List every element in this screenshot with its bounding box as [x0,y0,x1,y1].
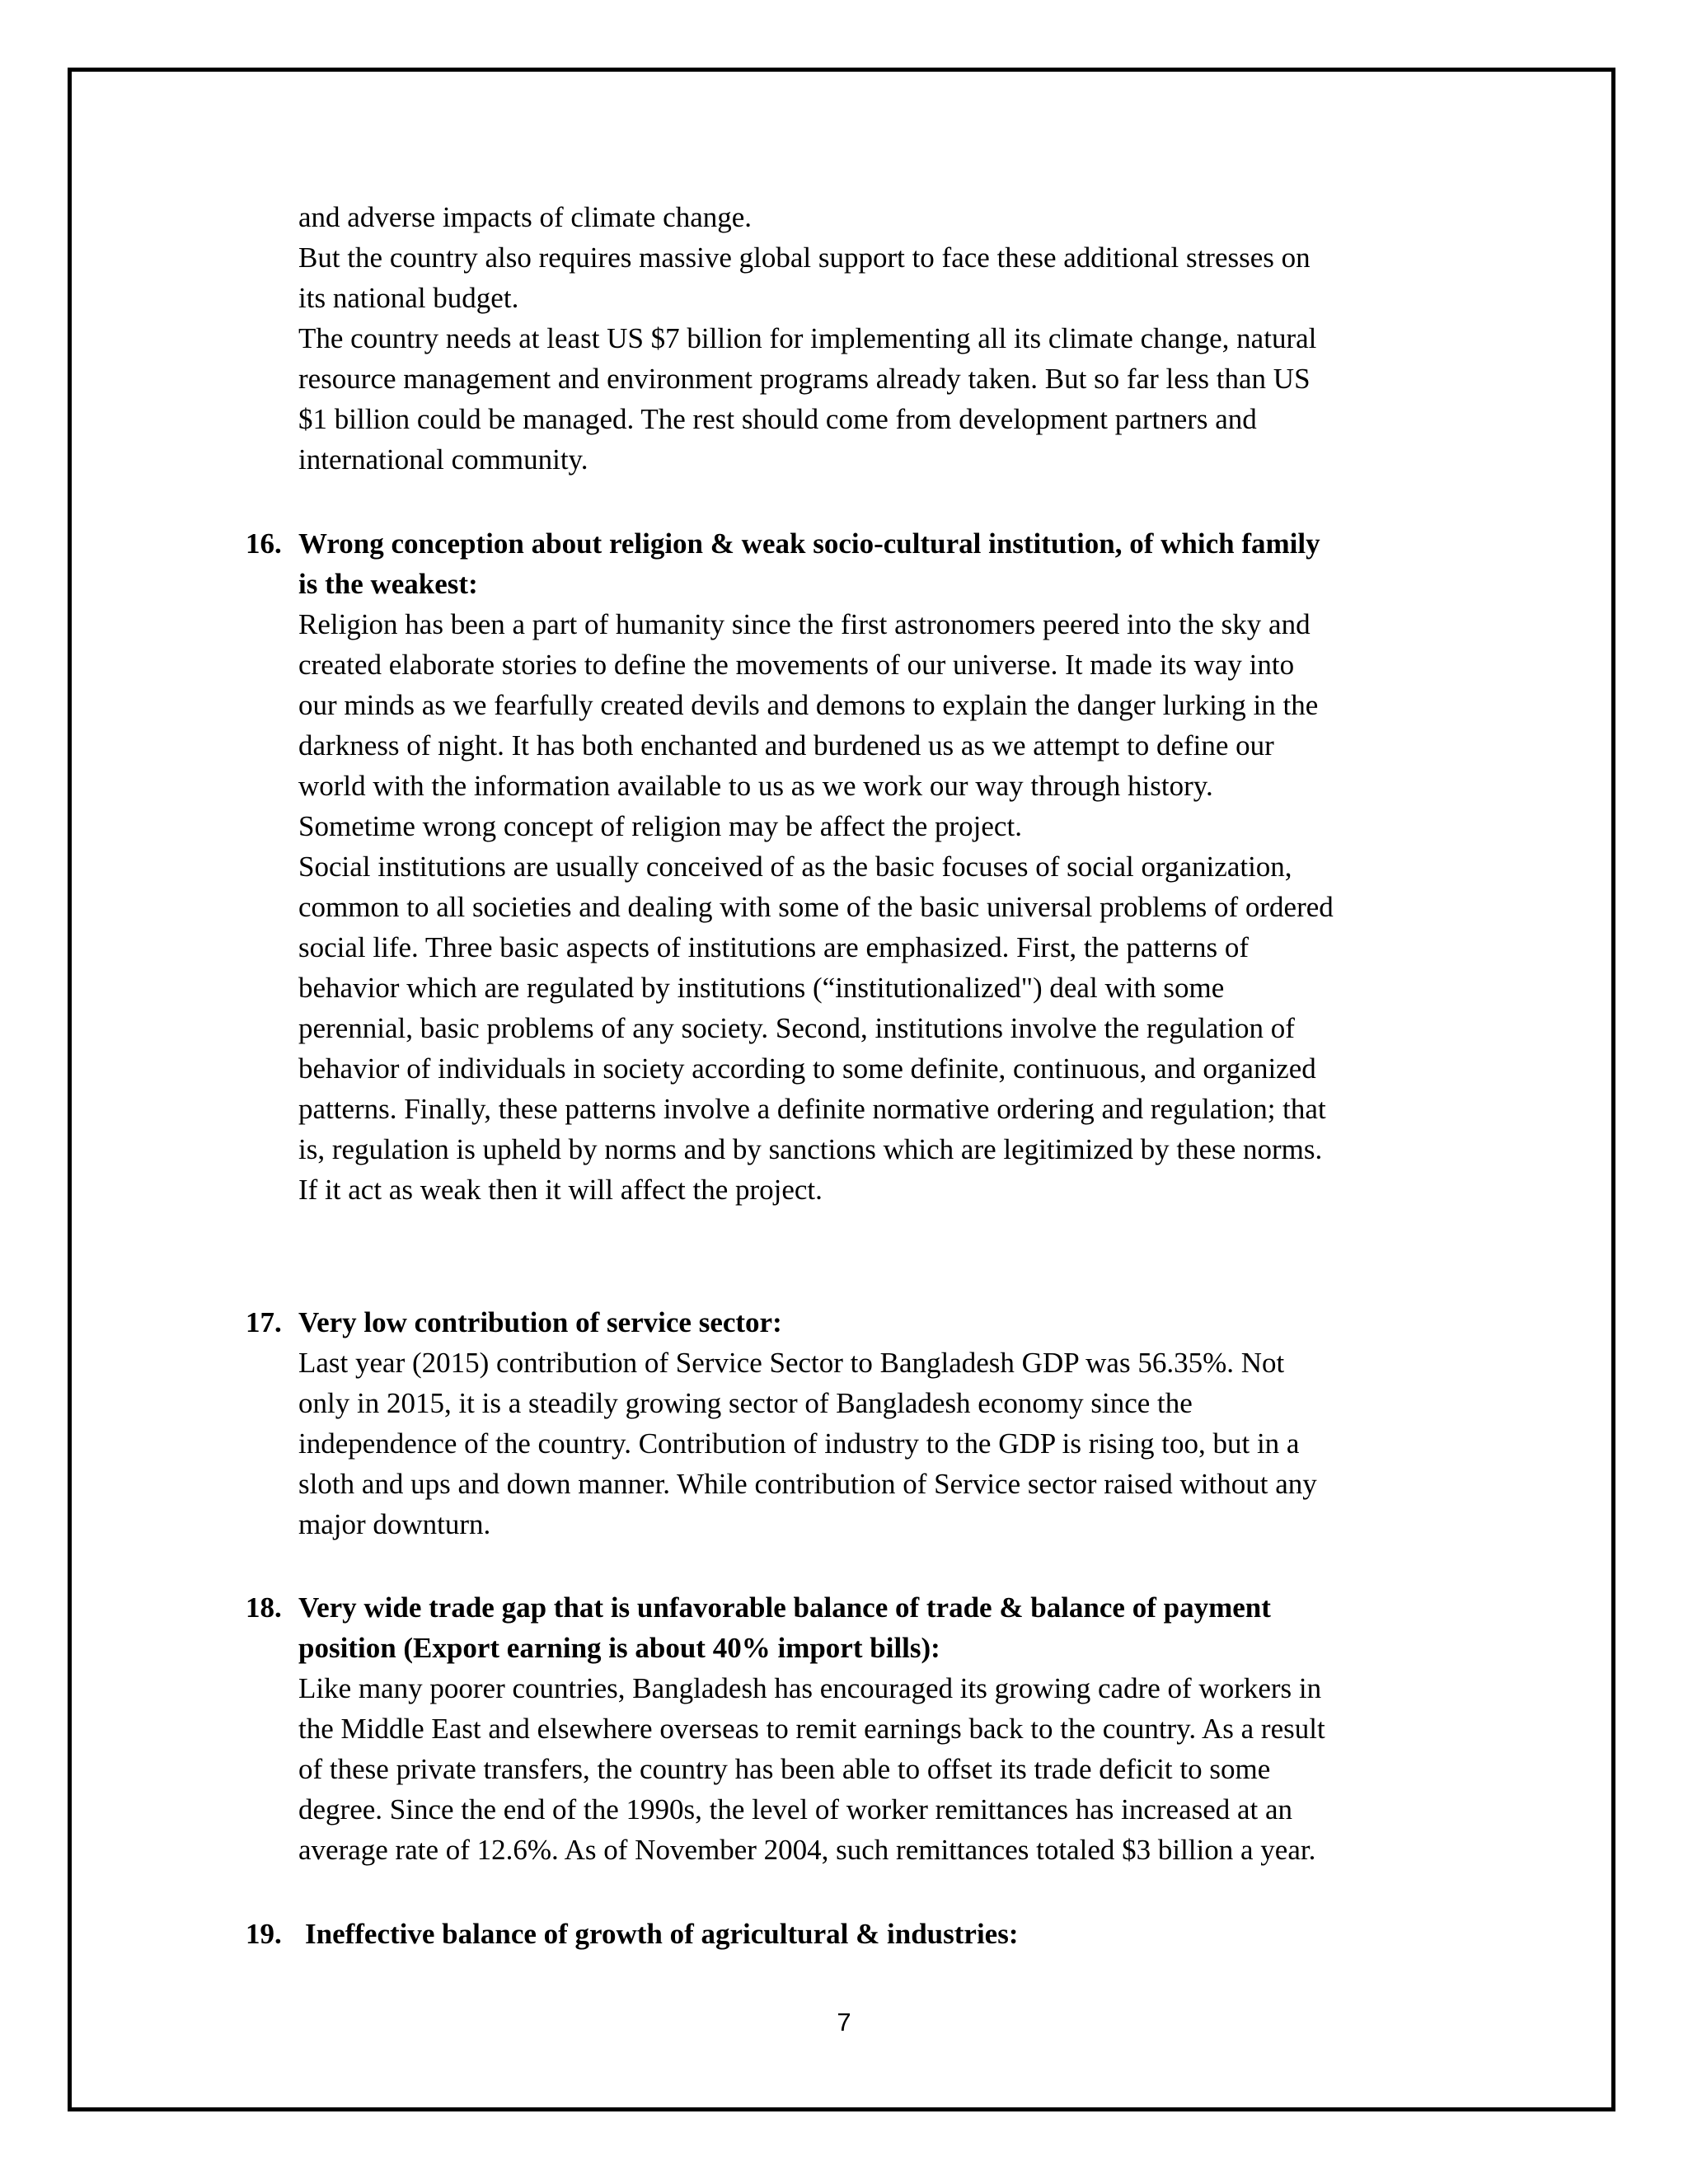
page-number: 7 [837,2008,851,2036]
body-line: behavior which are regulated by institutions (“institutionalized") deal with some [298,972,1225,1004]
body-line: behavior of individuals in society according to some definite, continuous, and organized [298,1052,1316,1085]
body-line: average rate of 12.6%. As of November 2004, such remittances totaled $3 billion a year. [298,1834,1316,1866]
body-line: our minds as we fearfully created devils and demons to explain the danger lurking in the [298,689,1319,721]
intro-line: $1 billion could be managed. The rest should come from development partners and [298,403,1257,435]
intro-line: its national budget. [298,282,519,314]
body-line: Social institutions are usually conceived of as the basic focuses of social organization, [298,851,1292,883]
body-line: common to all societies and dealing with some of the basic universal problems of ordered [298,891,1334,923]
intro-line: But the country also requires massive global support to face these additional stresses on [298,241,1311,274]
body-line: independence of the country. Contribution of industry to the GDP is rising too, but in a [298,1427,1300,1460]
body-line: If it act as weak then it will affect the project. [298,1174,823,1206]
intro-line: The country needs at least US $7 billion for implementing all its climate change, natural [298,322,1317,354]
body-line: of these private transfers, the country has been able to offset its trade deficit to some [298,1753,1271,1785]
section-number: 17. [246,1306,282,1338]
section-number: 16. [246,527,282,560]
body-line: Like many poorer countries, Bangladesh has encouraged its growing cadre of workers in [298,1672,1322,1704]
body-line: world with the information available to us as we work our way through history. [298,770,1213,802]
section-title-line: Ineffective balance of growth of agricultural & industries: [305,1918,1019,1950]
body-line: patterns. Finally, these patterns involve a definite normative ordering and regulation; that [298,1093,1326,1125]
body-line: perennial, basic problems of any society. Second, institutions involve the regulation of [298,1012,1295,1044]
section-number: 19. [246,1918,282,1950]
body-line: darkness of night. It has both enchanted and burdened us as we attempt to define our [298,729,1274,762]
body-line: sloth and ups and down manner. While contribution of Service sector raised without any [298,1468,1317,1500]
body-line: degree. Since the end of the 1990s, the level of worker remittances has increased at an [298,1793,1293,1825]
intro-line: international community. [298,443,588,476]
body-line: Religion has been a part of humanity since the first astronomers peered into the sky and [298,608,1311,640]
section-title-line: is the weakest: [298,568,478,600]
body-line: only in 2015, it is a steadily growing sector of Bangladesh economy since the [298,1387,1193,1419]
body-line: Last year (2015) contribution of Service Sector to Bangladesh GDP was 56.35%. Not [298,1347,1285,1379]
body-line: is, regulation is upheld by norms and by sanctions which are legitimized by these norms. [298,1133,1323,1165]
section-title-line: position (Export earning is about 40% import bills): [298,1632,940,1664]
intro-line: and adverse impacts of climate change. [298,201,753,233]
body-line: Sometime wrong concept of religion may be affect the project. [298,810,1022,842]
body-line: social life. Three basic aspects of institutions are emphasized. First, the patterns of [298,931,1250,963]
body-line: major downturn. [298,1508,491,1540]
intro-line: resource management and environment programs already taken. But so far less than US [298,363,1311,395]
section-title-line: Very wide trade gap that is unfavorable balance of trade & balance of payment [298,1591,1271,1624]
section-title-line: Wrong conception about religion & weak socio-cultural institution, of which family [298,527,1320,560]
section-title-line: Very low contribution of service sector: [298,1306,782,1338]
body-line: the Middle East and elsewhere overseas to remit earnings back to the country. As a result [298,1713,1325,1745]
section-number: 18. [246,1591,282,1624]
body-line: created elaborate stories to define the movements of our universe. It made its way into [298,649,1295,681]
